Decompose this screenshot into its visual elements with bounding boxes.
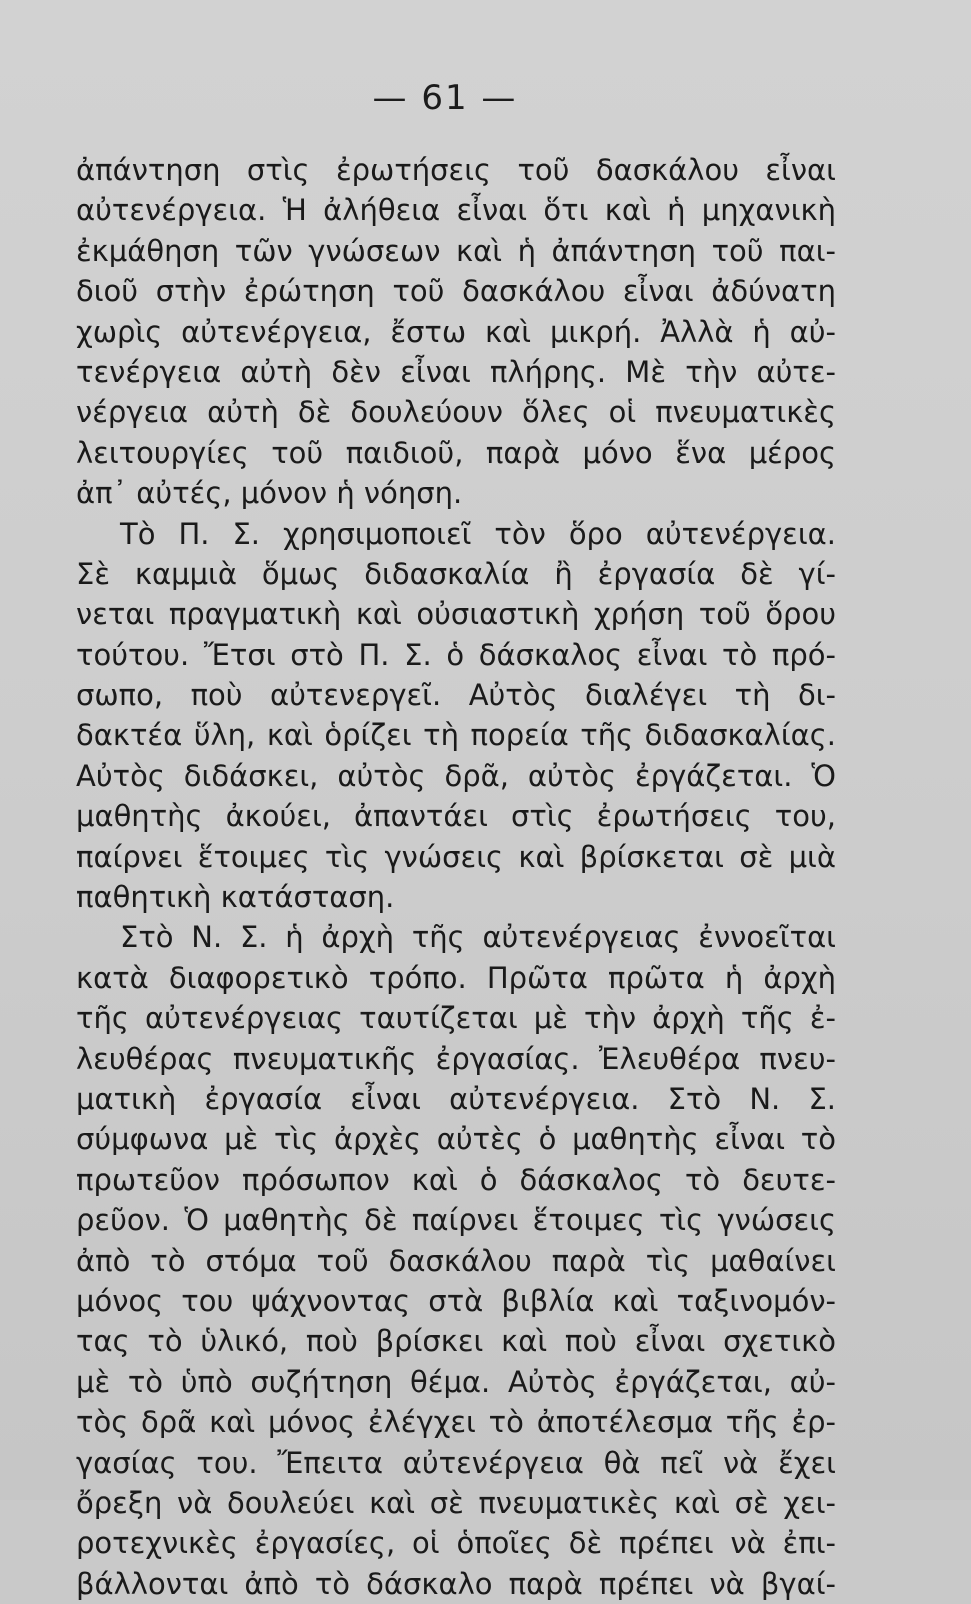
text-line: μόνος του ψάχνοντας στὰ βιβλία καὶ ταξινομόν- bbox=[76, 1283, 836, 1318]
text-line: Στὸ Ν. Σ. ἡ ἀρχὴ τῆς αὐτενέργειας ἐννοεῖται bbox=[120, 920, 836, 955]
text-line: χωρὶς αὐτενέργεια, ἔστω καὶ μικρή. Ἀλλὰ ἡ αὐ- bbox=[76, 314, 836, 349]
text-line: διοῦ στὴν ἐρώτηση τοῦ δασκάλου εἶναι ἀδύνατη bbox=[76, 274, 836, 309]
text-line: τῆς αὐτενέργειας ταυτίζεται μὲ τὴν ἀρχὴ τῆς ἐ- bbox=[76, 1001, 836, 1036]
text-line: κατὰ διαφορετικὸ τρόπο. Πρῶτα πρῶτα ἡ ἀρχὴ bbox=[76, 960, 836, 995]
text-line: βάλλονται ἀπὸ τὸ δάσκαλο παρὰ πρέπει νὰ βγαί- bbox=[76, 1566, 836, 1601]
page-number: — 61 — bbox=[372, 78, 518, 118]
body-text bbox=[76, 150, 836, 1604]
text-line: τας τὸ ὑλικό, ποὺ βρίσκει καὶ ποὺ εἶναι σχετικὸ bbox=[76, 1324, 836, 1359]
text-line: Σὲ καμμιὰ ὅμως διδασκαλία ἢ ἐργασία δὲ γί- bbox=[76, 556, 836, 591]
text-line: γασίας του. Ἔπειτα αὐτενέργεια θὰ πεῖ νὰ ἔχει bbox=[76, 1445, 836, 1480]
text-line: Αὐτὸς διδάσκει, αὐτὸς δρᾶ, αὐτὸς ἐργάζεται. Ὁ bbox=[76, 758, 836, 793]
text-line: ἀπ᾽ αὐτές, μόνον ἡ νόηση. bbox=[76, 476, 463, 511]
text-line: σύμφωνα μὲ τὶς ἀρχὲς αὐτὲς ὁ μαθητὴς εἶναι τὸ bbox=[76, 1122, 836, 1157]
text-line: ματικὴ ἐργασία εἶναι αὐτενέργεια. Στὸ Ν. Σ. bbox=[76, 1081, 836, 1116]
text-line: παθητικὴ κατάσταση. bbox=[76, 880, 395, 915]
text-line: Τὸ Π. Σ. χρησιμοποιεῖ τὸν ὅρο αὐτενέργεια. bbox=[120, 516, 836, 551]
text-line: αὐτενέργεια. Ἡ ἀλήθεια εἶναι ὅτι καὶ ἡ μηχανικὴ bbox=[76, 193, 836, 228]
text-line: ὄρεξη νὰ δουλεύει καὶ σὲ πνευματικὲς καὶ σὲ χει- bbox=[76, 1485, 836, 1520]
text-line: παίρνει ἕτοιμες τὶς γνώσεις καὶ βρίσκεται σὲ μιὰ bbox=[76, 839, 836, 874]
text-line: τούτου. Ἔτσι στὸ Π. Σ. ὁ δάσκαλος εἶναι τὸ πρό- bbox=[76, 637, 836, 672]
text-line: σωπο, ποὺ αὐτενεργεῖ. Αὐτὸς διαλέγει τὴ δι- bbox=[76, 678, 836, 713]
text-line: ροτεχνικὲς ἐργασίες, οἱ ὁποῖες δὲ πρέπει νὰ ἐπι- bbox=[76, 1526, 836, 1561]
text-line: ἐκμάθηση τῶν γνώσεων καὶ ἡ ἀπάντηση τοῦ παι- bbox=[76, 233, 836, 268]
text-line: μαθητὴς ἀκούει, ἀπαντάει στὶς ἐρωτήσεις του, bbox=[76, 799, 836, 834]
text-line: νέργεια αὐτὴ δὲ δουλεύουν ὅλες οἱ πνευματικὲς bbox=[76, 395, 836, 430]
text-line: πρωτεῦον πρόσωπον καὶ ὁ δάσκαλος τὸ δευτε- bbox=[76, 1162, 836, 1197]
text-line: μὲ τὸ ὑπὸ συζήτηση θέμα. Αὐτὸς ἐργάζεται, αὐ- bbox=[76, 1364, 836, 1399]
text-line: ἀπὸ τὸ στόμα τοῦ δασκάλου παρὰ τὶς μαθαίνει bbox=[76, 1243, 836, 1278]
text-line: δακτέα ὕλη, καὶ ὁρίζει τὴ πορεία τῆς διδασκαλίας. bbox=[76, 718, 836, 753]
text-line: τὸς δρᾶ καὶ μόνος ἐλέγχει τὸ ἀποτέλεσμα τῆς ἐρ- bbox=[76, 1405, 836, 1440]
text-line: τενέργεια αὐτὴ δὲν εἶναι πλήρης. Μὲ τὴν αὐτε- bbox=[76, 354, 836, 389]
text-line: λευθέρας πνευματικῆς ἐργασίας. Ἐλευθέρα πνευ- bbox=[76, 1041, 836, 1076]
text-line: ἀπάντηση στὶς ἐρωτήσεις τοῦ δασκάλου εἶναι bbox=[76, 153, 836, 187]
text-line: νεται πραγματικὴ καὶ οὐσιαστικὴ χρήση τοῦ ὅρου bbox=[76, 597, 836, 632]
text-line: λειτουργίες τοῦ παιδιοῦ, παρὰ μόνο ἕνα μέρος bbox=[76, 435, 836, 470]
text-line: ρεῦον. Ὁ μαθητὴς δὲ παίρνει ἕτοιμες τὶς γνώσεις bbox=[76, 1203, 836, 1238]
